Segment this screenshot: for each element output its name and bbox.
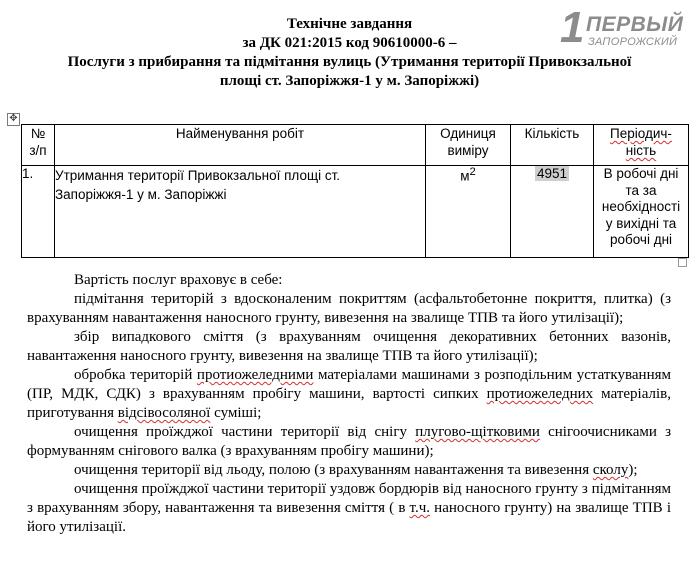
row-num: 1. (22, 166, 55, 258)
header-num: № з/п (22, 125, 55, 166)
table-resize-handle[interactable] (678, 258, 687, 267)
row-work-name: Утримання території Привокзальної площі ст. Запоріжжя-1 у м. Запоріжжі (55, 166, 426, 258)
table-header-row (22, 125, 689, 166)
paragraph-deicing: обробка територій протиожеледними матеріалами машинами з розподільним устаткуванням (ПР, МДК, СДК) з врахуванням пробігу машини, вартості сипких протиожеледних матеріалів, приготування відсівосоляної суміші; (27, 367, 671, 421)
qty-highlight: 4951 (536, 166, 568, 181)
table-row (22, 166, 689, 258)
document-title (0, 15, 699, 91)
header-unit: Одиниця виміру (426, 125, 511, 166)
paragraph-curbs: очищення проїжджої частини території уздовж бордюрів від наносного грунту з підмітанням з врахуванням збору, навантаження та вивезення сміття ( в т.ч. наносного грунту) на звалище ТПВ і його утилізації. (27, 481, 671, 535)
logo-line2: ЗАПОРОЖСКИЙ (588, 36, 678, 48)
table-move-handle-icon[interactable]: ✥ (7, 113, 20, 126)
services-description (27, 271, 671, 537)
title-line-4: площі ст. Запоріжжя-1 у м. Запоріжжі) (219, 73, 480, 89)
title-line-1: Технічне завдання (286, 16, 413, 32)
paragraph-ice: очищення території від льоду, полою (з врахуванням навантаження та вивезення сколу); (74, 462, 638, 478)
row-unit: $м^2$ (426, 166, 511, 258)
title-line-3: Послуги з прибирання та підмітання вулиць (Утримання території Привокзальної (67, 54, 632, 70)
logo-line1: ПЕРВЫЙ (586, 13, 684, 36)
paragraph-snow: очищення проїжджої частини території від снігу плугово-щітковими снігоочисниками з формуванням снігового валка (з врахуванням пробігу машини); (27, 424, 671, 459)
works-table (21, 124, 689, 258)
title-line-2: за ДК 021:2015 код 90610000-6 – (242, 35, 457, 51)
row-period: В робочі дні та за необхідності у вихідні та робочі дні (594, 166, 689, 258)
paragraph-litter: збір випадкового сміття (з врахуванням очищення декоративних бетонних вазонів, навантаження наносного грунту, вивезення на звалище ТПВ та його утилізації); (27, 329, 671, 364)
header-period: Періодич- ність (594, 125, 689, 166)
row-qty (511, 166, 594, 258)
paragraph-sweeping: підмітання територій з вдосконаленим покриттям (асфальтобетонне покриття, плитка) (з врахуванням навантаження наносного грунту, вивезення на звалище ТПВ та його утилізації); (27, 291, 671, 326)
header-qty: Кількість (511, 125, 594, 166)
logo-number: 1 (560, 3, 585, 52)
intro-paragraph: Вартість послуг враховує в себе: (74, 272, 283, 288)
header-name: Найменування робіт (55, 125, 426, 166)
